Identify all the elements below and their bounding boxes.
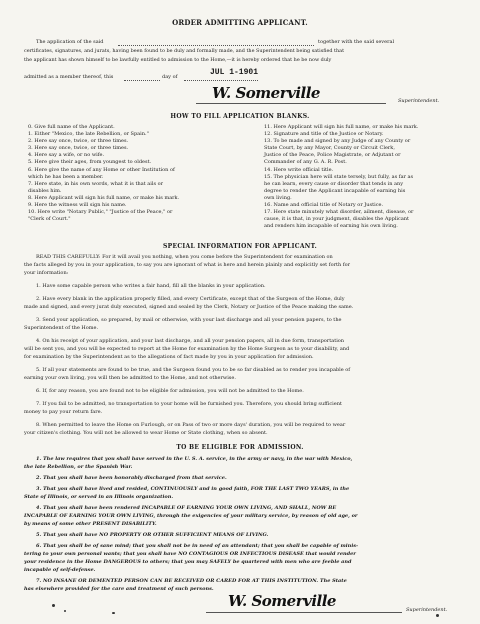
instruction-item: 6. Here give the name of any Home or other Institution of	[28, 166, 175, 173]
order-line-2: certificates, signatures, and jurats, having been found to be duly and formally made, and the Superintendent being satisfied that	[24, 48, 345, 54]
instruction-item: 14. Here write official title.	[264, 166, 334, 173]
instruction-item: 11. Here Applicant will sign his full name, or make his mark.	[264, 124, 419, 130]
ink-speck	[112, 612, 115, 614]
order-line-4a: admitted as a member thereof, this	[24, 74, 114, 80]
special-line: 1. Have some capable person who writes a fair hand, fill all the blanks in your application.	[36, 283, 266, 289]
bottom-signature-line	[206, 612, 402, 613]
eligibility-line: by means of some other PRESENT DISABILITY.	[24, 521, 157, 527]
instruction-item: own living.	[264, 194, 292, 201]
ink-speck	[436, 614, 439, 617]
special-line: 5. If all your statements are found to be true, and the Surgeon found you to be so far disabled as to render you incapable of	[36, 367, 351, 373]
eligibility-line: tering to your own personal wants; that you shall have NO CONTAGIOUS OR INFECTIOUS DISEASE that would render	[24, 551, 356, 557]
instruction-item: 13. To be made and signed by any Judge of any County or	[264, 138, 411, 145]
instruction-item: which he has been a member.	[28, 173, 104, 180]
eligibility-line: 1. The law requires that you shall have served in the U. S. A. service, in the army or navy, in the war with Mexico,	[36, 456, 353, 462]
instructions-right-column	[264, 124, 418, 230]
instruction-item: 1. Either "Mexico, the late Rebellion, or Spain."	[28, 131, 149, 138]
instruction-item: 9. Here the witness will sign his name.	[28, 202, 127, 209]
ink-speck	[52, 604, 55, 607]
special-line: 2. Have every blank in the application properly filled, and every Certificate, except that of the Surgeon of the Home, duly	[36, 296, 345, 302]
instruction-item: 2. Here say once, twice, or three times.	[28, 138, 129, 145]
eligibility-line: your residence in the Home DANGEROUS to others; that you may SAFELY be quartered with men who are feeble and	[24, 559, 352, 565]
applicant-name-blank	[118, 45, 314, 46]
special-line: 6. If, for any reason, you are found not to be eligible for admission, you will not be admitted to the Home.	[36, 388, 304, 394]
special-line: 3. Send your application, so prepared, by mail or otherwise, with your last discharge and all your pension papers, to the	[36, 317, 342, 323]
order-line-4b: day of	[162, 74, 178, 80]
instruction-item: disables him.	[28, 187, 62, 194]
order-line-1a: The application of the said	[36, 39, 104, 45]
bottom-superintendent-signature: W. Somerville	[228, 592, 336, 610]
instruction-item: 15. The physician here will state tersely, but fully, as far as	[264, 173, 414, 180]
instruction-item: 10. Here write "Notary Public," "Justice of the Peace," or	[28, 209, 173, 216]
special-line: Superintendent of the Home.	[24, 325, 99, 331]
instruction-item: 17. Here state minutely what disorder, ailment, disease, or	[264, 209, 414, 216]
instruction-item: 3. Here say once, twice, or three times.	[28, 145, 129, 152]
date-stamp: JUL 1-1901	[210, 68, 259, 77]
special-line: 8. When permitted to leave the Home on Furlough, or on Pass of two or more days' duration, you will be required to wear	[36, 422, 346, 428]
eligibility-heading: TO BE ELIGIBLE FOR ADMISSION.	[176, 444, 304, 451]
eligibility-line: 2. That you shall have been honorably discharged from that service.	[36, 475, 227, 481]
eligibility-line: INCAPABLE OF EARNING YOUR OWN LIVING, through the exigencies of your military service, by reason of old age, or	[24, 513, 358, 519]
special-line: earning your own living, you will then be admitted to the Home, and not otherwise.	[24, 375, 236, 381]
page-title: ORDER ADMITTING APPLICANT.	[172, 18, 308, 27]
bottom-superintendent-title: Superintendent.	[406, 607, 448, 613]
month-blank	[184, 80, 258, 81]
instruction-item: 7. Here state, in his own words, what it is that ails or	[28, 180, 164, 187]
instruction-item: 4. Here say a wife, or no wife.	[28, 152, 105, 159]
eligibility-line: incapable of self-defense.	[24, 567, 96, 573]
instructions-left-column	[28, 124, 179, 223]
special-line: your information:	[24, 270, 69, 276]
instruction-item: cause, it is that, in your judgment, disables the Applicant	[264, 216, 410, 223]
how-to-fill-heading: HOW TO FILL APPLICATION BLANKS.	[170, 113, 310, 120]
instruction-item: 12. Signature and title of the Justice or Notary.	[264, 131, 384, 138]
instruction-item: 8. Here Applicant will sign his full name, or make his mark.	[28, 194, 180, 201]
instruction-item: 0. Give full name of the Applicant.	[28, 124, 115, 130]
instruction-item: "Clerk of Court."	[28, 216, 71, 223]
superintendent-signature: W. Somerville	[212, 84, 320, 102]
order-line-3: the applicant has shown himself to be lawfully entitled to admission to the Home,—it is hereby ordered that he be now duly	[24, 57, 332, 63]
instruction-item: and renders him incapable of earning his own living.	[264, 223, 398, 230]
eligibility-line: has elsewhere provided for the care and treatment of such persons.	[24, 586, 214, 592]
signature-line	[196, 103, 386, 104]
superintendent-title: Superintendent.	[398, 98, 440, 104]
ink-speck	[64, 610, 66, 612]
instruction-item: he can learn, every cause or disorder that tends in any	[264, 180, 404, 187]
eligibility-line: 3. That you shall have lived and resided, CONTINUOUSLY and in good faith, FOR THE LAST TWO YEARS, in the	[36, 486, 350, 492]
special-line: your citizen's clothing. You will not be allowed to wear Home or State clothing, when so absent.	[24, 430, 268, 436]
special-line: money to pay your return fare.	[24, 409, 103, 415]
eligibility-line: State of Illinois, or served in an Illinois organization.	[24, 494, 174, 500]
special-line: READ THIS CAREFULLY: For it will avail you nothing, when you come before the Superintendent for examination on	[36, 254, 333, 260]
instruction-item: Commander of any G. A. R. Post.	[264, 159, 347, 166]
special-line: will be sent you, and you will be expected to report at the Home for examination by the Home Surgeon as to your disability, and	[24, 346, 350, 352]
special-info-heading: SPECIAL INFORMATION FOR APPLICANT.	[163, 243, 317, 250]
eligibility-line: 7. NO INSANE OR DEMENTED PERSON CAN BE RECEIVED OR CARED FOR AT THIS INSTITUTION. The State	[36, 578, 347, 584]
special-line: 4. On his receipt of your application, and your last discharge, and all your pension papers, all in due form, transportation	[36, 338, 345, 344]
special-line: for examination by the Superintendent as to the allegations of fact made by you in your application for admission.	[24, 354, 314, 360]
special-line: 7. If you fail to be admitted, no transportation to your home will be furnished you. Therefore, you should bring sufficient	[36, 401, 342, 407]
eligibility-line: the late Rebellion, or the Spanish War.	[24, 464, 133, 470]
eligibility-line: 6. That you shall be of sane mind; that you shall not be in need of an attendant; that you shall be capable of minis-	[36, 543, 359, 549]
day-blank	[124, 80, 160, 81]
special-line: the facts alleged by you in your application, to say you are ignorant of what is here and herein plainly and explicitly set forth for	[24, 262, 351, 268]
special-line: made and signed, and every jurat duly executed, signed and sealed by the Clerk, Notary or Justice of the Peace making the same.	[24, 304, 354, 310]
instruction-item: State Court, by any Mayor, County or Circuit Clerk,	[264, 145, 395, 152]
eligibility-line: 5. That you shall have NO PROPERTY OR OTHER SUFFICIENT MEANS OF LIVING.	[36, 532, 269, 538]
instruction-item: degree to render the Applicant incapable of earning his	[264, 187, 406, 194]
order-line-1b: together with the said several	[318, 39, 395, 45]
instruction-item: 16. Name and official title of Notary or Justice.	[264, 202, 384, 209]
eligibility-line: 4. That you shall have been rendered INCAPABLE OF EARNING YOUR OWN LIVING, AND SHALL, NOW BE	[36, 505, 337, 511]
instruction-item: Justice of the Peace, Police Magistrate, or Adjutant or	[264, 152, 401, 159]
instruction-item: 5. Here give their ages, from youngest to oldest.	[28, 159, 152, 166]
